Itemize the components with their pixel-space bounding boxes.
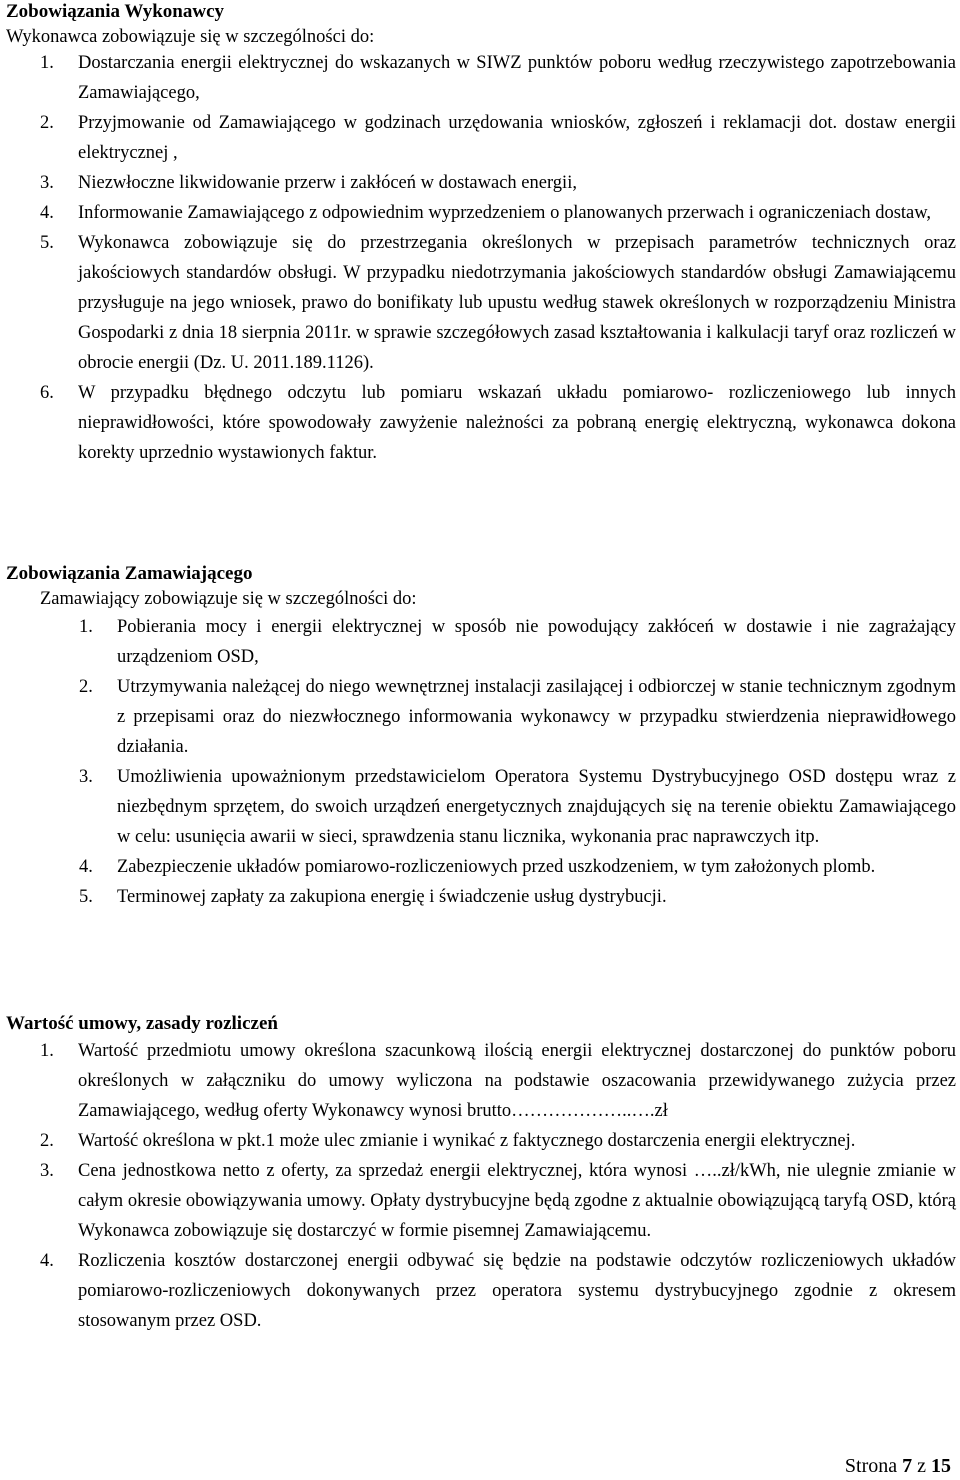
section-title: Zobowiązania Wykonawcy <box>6 1 225 22</box>
item-number: 3. <box>40 173 54 193</box>
item-number: 2. <box>40 1131 54 1151</box>
settlement-list <box>6 1036 956 1336</box>
item-text: Wykonawca zobowiązuje się do przestrzegania określonych w przepisach parametrów technicznych oraz jakościowych standardów obsługi. W przypadku niedotrzymania jakościowych standardów obsługi Zamawiającemu przysługuje na jego wniosek, prawo do bonifikaty lub upustu według stawek określonych w rozporządzeniu Ministra Gospodarki z dnia 18 sierpnia 2011r. w sprawie szczegółowych zasad kształtowania i kalkulacji taryf oraz rozliczeń w obrocie energii (Dz. U. 2011.189.1126). <box>78 233 956 373</box>
item-text: Wartość określona w pkt.1 może ulec zmianie i wynikać z faktycznego dostarczenia energii elektrycznej. <box>78 1131 856 1151</box>
obligations-list <box>6 612 956 912</box>
section-intro: Zamawiający zobowiązuje się w szczególności do: <box>40 589 417 609</box>
section-title: Zobowiązania Zamawiającego <box>6 563 253 584</box>
item-number: 3. <box>79 767 93 787</box>
list-item <box>6 228 956 378</box>
section-title: Wartość umowy, zasady rozliczeń <box>6 1013 278 1034</box>
item-number: 4. <box>79 857 93 877</box>
item-text: W przypadku błędnego odczytu lub pomiaru wskazań układu pomiarowo- rozliczeniowego lub innych nieprawidłowości, które spowodowały zawyżenie należności za pobraną energię elektryczną, wykonawca dokona korekty uprzednio wystawionych faktur. <box>78 383 956 463</box>
item-number: 1. <box>40 53 54 73</box>
item-text: Dostarczania energii elektrycznej do wskazanych w SIWZ punktów poboru według rzeczywistego zapotrzebowania Zamawiającego, <box>78 53 956 103</box>
page-number <box>845 1454 951 1478</box>
item-text: Terminowej zapłaty za zakupiona energię i świadczenie usług dystrybucji. <box>117 887 667 907</box>
section-contractor-obligations <box>6 0 956 468</box>
list-item <box>6 1156 956 1246</box>
item-number: 2. <box>40 113 54 133</box>
current-page: 7 <box>902 1455 913 1477</box>
section-intro: Wykonawca zobowiązuje się w szczególności do: <box>6 27 375 47</box>
item-text: Informowanie Zamawiającego z odpowiednim wyprzedzeniem o planowanych przerwach i ograniczeniach dostaw, <box>78 203 932 223</box>
item-text: Zabezpieczenie układów pomiarowo-rozliczeniowych przed uszkodzeniem, w tym założonych plomb. <box>117 857 876 877</box>
item-number: 1. <box>79 617 93 637</box>
item-text: Wartość przedmiotu umowy określona szacunkową ilością energii elektrycznej dostarczonej do punktów poboru określonych w załączniku do umowy wyliczona na podstawie oszacowania przewidywanego zużycia przez Zamawiającego, według oferty Wykonawcy wynosi brutto………………..….zł <box>78 1041 956 1121</box>
list-item <box>6 882 956 912</box>
list-item <box>6 1126 956 1156</box>
list-item <box>6 612 956 672</box>
list-item <box>6 1246 956 1336</box>
page-separator: z <box>917 1455 926 1477</box>
item-number: 4. <box>40 1251 54 1271</box>
item-text: Pobierania mocy i energii elektrycznej w sposób nie powodujący zakłóceń w dostawie i nie zagrażający urządzeniom OSD, <box>117 617 956 667</box>
item-text: Umożliwienia upoważnionym przedstawicielom Operatora Systemu Dystrybucyjnego OSD dostępu wraz z niezbędnym sprzętem, do swoich urządzeń energetycznych znajdujących się na terenie obiektu Zamawiającego w celu: usunięcia awarii w sieci, sprawdzenia stanu licznika, wykonania prac naprawczych itp. <box>117 767 956 847</box>
list-item <box>6 378 956 468</box>
page-prefix: Strona <box>844 1455 898 1477</box>
list-item <box>6 672 956 762</box>
item-number: 5. <box>40 233 54 253</box>
item-number: 6. <box>40 383 54 403</box>
item-number: 3. <box>40 1161 54 1181</box>
list-item <box>6 168 956 198</box>
section-contract-value <box>6 1012 956 1336</box>
total-pages: 15 <box>931 1455 951 1477</box>
list-item <box>6 762 956 852</box>
list-item <box>6 198 956 228</box>
list-item <box>6 1036 956 1126</box>
section-client-obligations <box>6 562 956 912</box>
item-number: 1. <box>40 1041 54 1061</box>
list-item <box>6 108 956 168</box>
item-text: Utrzymywania należącej do niego wewnętrznej instalacji zasilającej i odbiorczej w stanie technicznym zgodnym z przepisami oraz do niezwłocznego informowania wykonawcy w przypadku stwierdzenia nieprawidłowego działania. <box>117 677 956 757</box>
item-text: Niezwłoczne likwidowanie przerw i zakłóceń w dostawach energii, <box>78 173 577 193</box>
obligations-list <box>6 48 956 468</box>
item-number: 5. <box>79 887 93 907</box>
item-text: Rozliczenia kosztów dostarczonej energii odbywać się będzie na podstawie odczytów rozliczeniowych układów pomiarowo-rozliczeniowych dokonywanych przez operatora systemu dystrybucyjnego zgodnie z okresem stosowanym przez OSD. <box>78 1251 956 1331</box>
list-item <box>6 48 956 108</box>
item-text: Cena jednostkowa netto z oferty, za sprzedaż energii elektrycznej, która wynosi …..zł/kWh, nie ulegnie zmianie w całym okresie obowiązywania umowy. Opłaty dystrybucyjne będą zgodne z aktualnie obowiązującą taryfą OSD, którą Wykonawca zobowiązuje się dostarczyć w formie pisemnej Zamawiającemu. <box>78 1161 956 1241</box>
item-number: 2. <box>79 677 93 697</box>
list-item <box>6 852 956 882</box>
item-number: 4. <box>40 203 54 223</box>
item-text: Przyjmowanie od Zamawiającego w godzinach urzędowania wniosków, zgłoszeń i reklamacji dot. dostaw energii elektrycznej , <box>78 113 956 163</box>
